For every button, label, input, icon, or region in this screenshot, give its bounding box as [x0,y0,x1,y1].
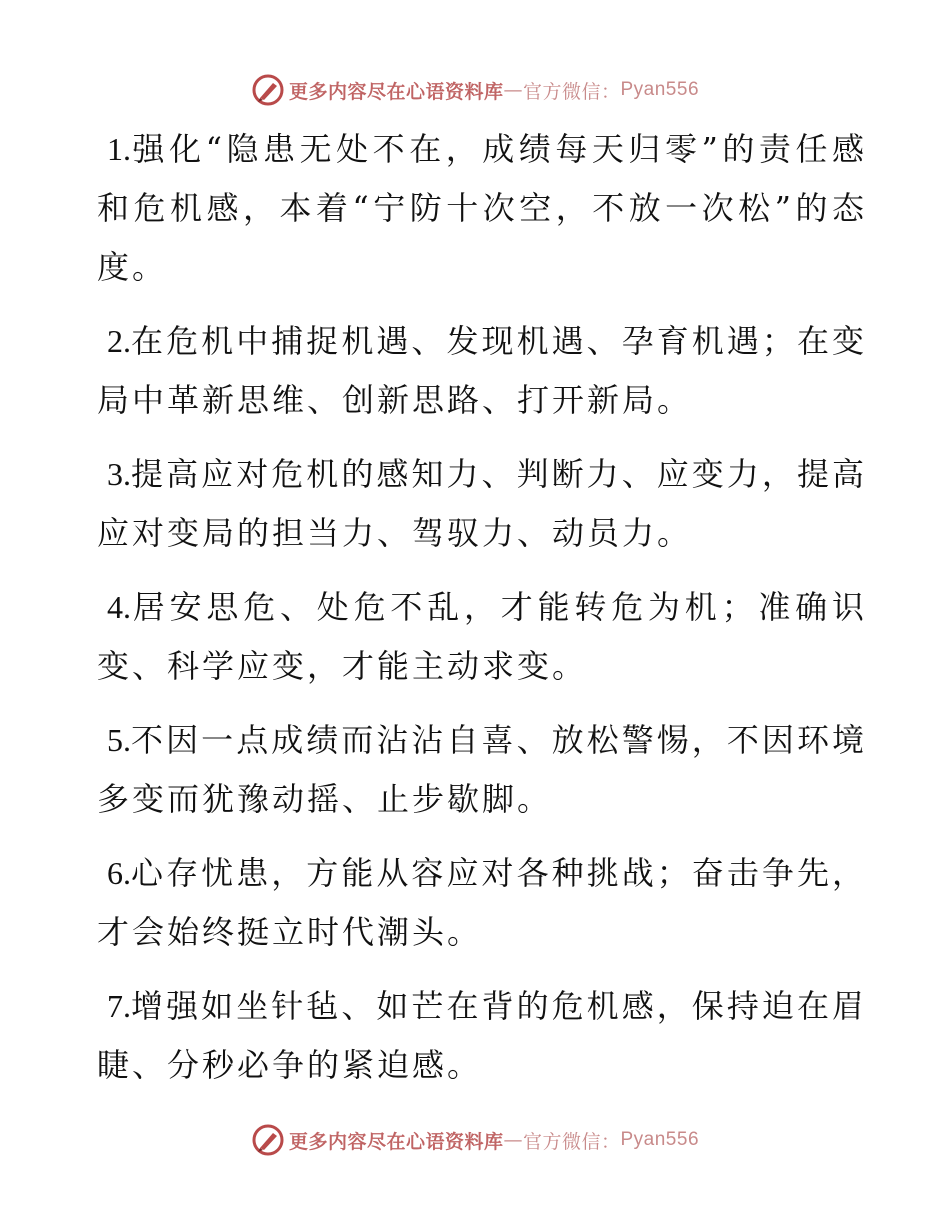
header-watermark [0,70,950,110]
watermark-wechat-id: Pyan556 [620,79,700,100]
item-number: 4. [107,589,131,625]
document-body [97,120,867,1110]
item-number: 1. [107,131,131,167]
pen-seal-icon [251,73,285,107]
list-item [97,445,867,563]
watermark-main-text: 更多内容尽在心语资料库 [288,80,504,103]
item-text: 心存忧患，方能从容应对各种挑战；奋击争先，才会始终挺立时代潮头。 [97,854,867,951]
list-item [97,844,867,962]
item-number: 3. [107,456,131,492]
watermark-separator: — [503,1129,523,1151]
watermark-wechat-id: Pyan556 [620,1129,700,1150]
item-number: 7. [107,988,131,1024]
list-item [97,578,867,696]
watermark-sub-text: 官方微信： [522,80,621,103]
item-text: 居安思危、处危不乱，才能转危为机；准确识变、科学应变，才能主动求变。 [97,588,867,685]
watermark-sub-text: 官方微信： [522,1130,621,1153]
item-text: 在危机中捕捉机遇、发现机遇、孕育机遇；在变局中革新思维、创新思路、打开新局。 [97,322,867,419]
item-text: 提高应对危机的感知力、判断力、应变力，提高应对变局的担当力、驾驭力、动员力。 [97,455,867,552]
item-number: 6. [107,855,131,891]
list-item [97,977,867,1095]
item-text: 不因一点成绩而沾沾自喜、放松警惕，不因环境多变而犹豫动摇、止步歇脚。 [97,721,867,818]
list-item [97,312,867,430]
pen-seal-icon [251,1123,285,1157]
footer-watermark [0,1120,950,1160]
item-number: 5. [107,722,131,758]
item-text: 增强如坐针毡、如芒在背的危机感，保持迫在眉睫、分秒必争的紧迫感。 [97,987,867,1084]
list-item [97,711,867,829]
watermark-main-text: 更多内容尽在心语资料库 [288,1130,504,1153]
list-item [97,120,867,297]
item-number: 2. [107,323,131,359]
item-text: 强化“隐患无处不在，成绩每天归零”的责任感和危机感，本着“宁防十次空，不放一次松”的态度。 [97,130,867,286]
watermark-separator: — [503,79,523,101]
